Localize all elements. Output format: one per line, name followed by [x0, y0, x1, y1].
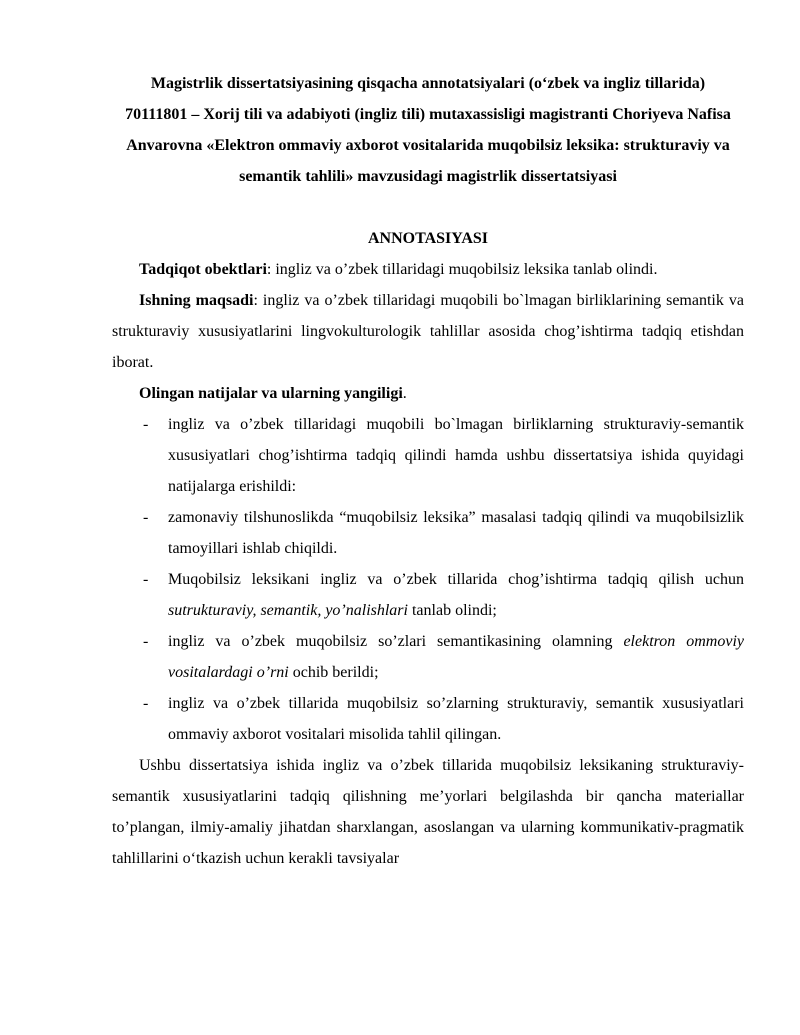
dash-marker: - [143, 509, 149, 526]
title-line-1: Magistrlik dissertatsiyasining qisqacha annotatsiyalari (o‘zbek va ingliz tillarida) [150, 75, 706, 92]
list-item [112, 409, 744, 502]
document-page [112, 68, 744, 874]
list-item-text: ingliz va o’zbek muqobilsiz so’zlari semantikasining olamning [168, 633, 624, 650]
results-label: Olingan natijalar va ularning yangiligi [139, 385, 403, 402]
research-objects-paragraph [112, 254, 744, 285]
results-punct: . [402, 385, 407, 402]
list-item-text: ochib berildi; [288, 664, 379, 681]
list-item-italic: sutrukturaviy, semantik, yo’nalishlari [168, 602, 408, 619]
list-item-text: ingliz va o’zbek tillarida muqobilsiz so’zlarning strukturaviy, semantik xususiyatlari ommaviy axborot vositalari misolida tahlil qilingan. [168, 695, 744, 743]
research-aim-label: Ishning maqsadi [139, 292, 254, 309]
list-item-text: tanlab olindi; [407, 602, 497, 619]
dash-marker: - [143, 571, 149, 588]
list-item [112, 502, 744, 564]
section-heading: ANNOTASIYASI [367, 230, 489, 247]
research-objects-label: Tadqiqot obektlari [139, 261, 267, 278]
list-item [112, 626, 744, 688]
dash-marker: - [143, 695, 149, 712]
list-item [112, 688, 744, 750]
list-item-text: Muqobilsiz leksikani ingliz va o’zbek tillarida chog’ishtirma tadqiq qilish uchun [168, 571, 744, 588]
dash-marker: - [143, 416, 149, 433]
list-item [112, 564, 744, 626]
list-item-italic: elektron ommoviy vositalardagi o’rni [168, 633, 745, 681]
research-aim-text: : ingliz va o’zbek tillaridagi muqobili bo`lmagan birliklarining semantik va strukturaviy xususiyatlarini lingvokulturologik tahlillar asosida chog’ishtirma tadqiq etishdan iborat. [112, 292, 745, 371]
list-item-text: zamonaviy tilshunoslikda “muqobilsiz leksika” masalasi tadqiq qilindi va muqobilsizlik tamoyillari ishlab chiqildi. [168, 509, 744, 557]
document-title [112, 68, 744, 192]
closing-paragraph: Ushbu dissertatsiya ishida ingliz va o’zbek tillarida muqobilsiz leksikaning strukturaviy-semantik xususiyatlarini tadqiq qilishning me’yorlari belgilashda bir qancha materiallar to’plangan, ilmiy-amaliy jihatdan sharxlangan, asoslangan va ularning kommunikativ-pragmatik tahlillarini o‘tkazish uchun kerakli tavsiyalar [112, 757, 744, 867]
spacer [112, 192, 744, 223]
list-item-text: ingliz va o’zbek tillaridagi muqobili bo`lmagan birliklarning strukturaviy-semantik xususiyatlari chog’ishtirma tadqiq qilindi hamda ushbu dissertatsiya ishida quyidagi natijalarga erishildi: [168, 416, 744, 495]
results-paragraph [112, 378, 744, 409]
dash-marker: - [143, 633, 149, 650]
title-line-2: 70111801 – Xorij tili va adabiyoti (ingliz tili) mutaxassisligi magistranti Choriyeva Nafisa Anvarovna «Elektron ommaviy axborot vositalarida muqobilsiz leksika: strukturaviy va semantik tahlili» mavzusidagi magistrlik dissertatsiyasi [125, 106, 731, 185]
research-aim-paragraph [112, 285, 744, 378]
research-objects-text: : ingliz va o’zbek tillaridagi muqobilsiz leksika tanlab olindi. [266, 261, 658, 278]
results-list [112, 409, 744, 750]
